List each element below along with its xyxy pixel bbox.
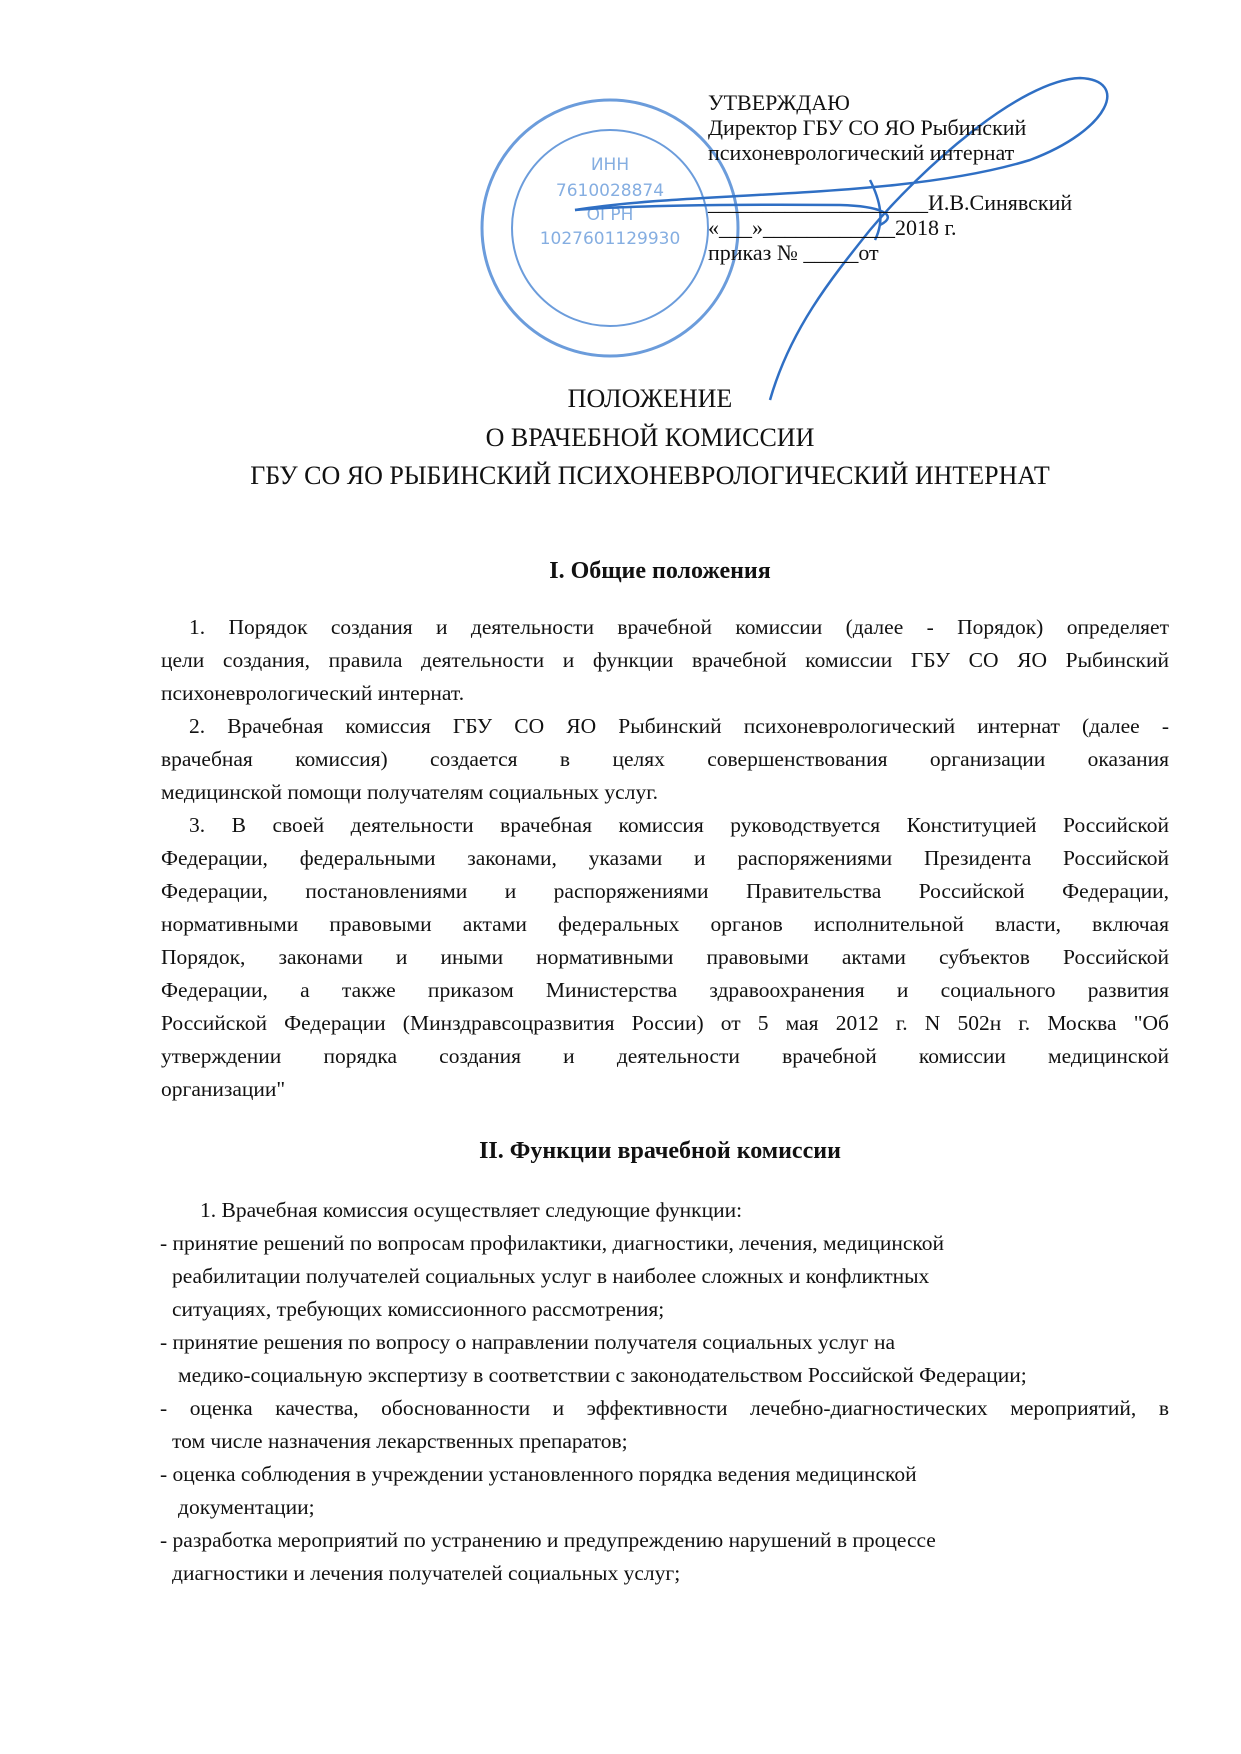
approval-date-line: «___»____________2018 г.: [708, 215, 957, 240]
text-line: 1. Порядок создания и деятельности врачебной комиссии (далее - Порядок) определяет: [189, 615, 1169, 639]
approval-block: [708, 90, 1072, 265]
text-line: - оценка соблюдения в учреждении установленного порядка ведения медицинской: [160, 1462, 917, 1486]
document-body: [161, 556, 1169, 1590]
section-2-heading: II. Функции врачебной комиссии: [479, 1138, 841, 1164]
text-line: - оценка качества, обоснованности и эффективности лечебно-диагностических мероприятий, в: [160, 1396, 1169, 1420]
text-line: Порядок, законами и иными нормативными правовыми актами субъектов Российской: [161, 945, 1169, 969]
document-title: [0, 380, 1241, 496]
text-line: том числе назначения лекарственных препаратов;: [172, 1429, 628, 1453]
text-line: нормативными правовыми актами федеральных органов исполнительной власти, включая: [161, 912, 1169, 936]
stamp-ogrn: 1027601129930: [539, 229, 681, 249]
text-line: Федерации, федеральными законами, указами и распоряжениями Президента Российской: [161, 846, 1169, 870]
text-line: организации": [161, 1077, 286, 1101]
stamp-inn: 7610028874: [555, 181, 665, 201]
approval-order-line: приказ № _____от: [708, 240, 879, 265]
text-line: - принятие решений по вопросам профилактики, диагностики, лечения, медицинской: [160, 1231, 944, 1255]
approval-line: Директор ГБУ СО ЯО Рыбинский: [708, 115, 1027, 140]
text-line: 2. Врачебная комиссия ГБУ СО ЯО Рыбинский психоневрологический интернат (далее -: [189, 714, 1169, 738]
approval-signature-line: ____________________И.В.Синявский: [708, 190, 1073, 215]
text-line: врачебная комиссия) создается в целях совершенствования организации оказания: [161, 747, 1169, 771]
text-line: утверждении порядка создания и деятельности врачебной комиссии медицинской: [161, 1044, 1169, 1068]
text-line: 3. В своей деятельности врачебная комиссия руководствуется Конституцией Российской: [189, 813, 1169, 837]
text-line: ситуациях, требующих комиссионного рассмотрения;: [172, 1297, 665, 1321]
text-line: медицинской помощи получателям социальных услуг.: [161, 780, 658, 804]
text-line: документации;: [178, 1495, 315, 1519]
title-line: ГБУ СО ЯО РЫБИНСКИЙ ПСИХОНЕВРОЛОГИЧЕСКИЙ ИНТЕРНАТ: [250, 461, 1050, 490]
text-line: медико-социальную экспертизу в соответствии с законодательством Российской Федерации;: [178, 1363, 1027, 1387]
text-line: Российской Федерации (Минздравсоцразвития России) от 5 мая 2012 г. N 502н г. Москва "Об: [161, 1011, 1169, 1035]
text-line: реабилитации получателей социальных услуг в наиболее сложных и конфликтных: [172, 1264, 930, 1288]
approval-line: психоневрологический интернат: [708, 140, 1015, 165]
section-1-body: [161, 611, 1169, 1106]
title-line: О ВРАЧЕБНОЙ КОМИССИИ: [485, 422, 815, 452]
stamp-inn-label: ИНН: [590, 155, 630, 175]
text-line: цели создания, правила деятельности и функции врачебной комиссии ГБУ СО ЯО Рыбинский: [161, 648, 1169, 672]
text-line: Федерации, постановлениями и распоряжениями Правительства Российской Федерации,: [161, 879, 1169, 903]
approval-line: УТВЕРЖДАЮ: [708, 90, 850, 115]
text-line: диагностики и лечения получателей социальных услуг;: [172, 1561, 681, 1585]
text-line: психоневрологический интернат.: [161, 681, 465, 705]
section-2-body: [160, 1194, 1169, 1590]
text-line: - разработка мероприятий по устранению и предупреждению нарушений в процессе: [160, 1528, 936, 1552]
title-line: ПОЛОЖЕНИЕ: [567, 384, 733, 413]
stamp-seal: [482, 100, 738, 356]
text-line: 1. Врачебная комиссия осуществляет следующие функции:: [200, 1198, 743, 1222]
text-line: Федерации, а также приказом Министерства здравоохранения и социального развития: [161, 978, 1169, 1002]
text-line: - принятие решения по вопросу о направлении получателя социальных услуг на: [160, 1330, 896, 1354]
section-1-heading: I. Общие положения: [549, 558, 771, 584]
stamp-ogrn-label: ОГРН: [586, 205, 634, 225]
